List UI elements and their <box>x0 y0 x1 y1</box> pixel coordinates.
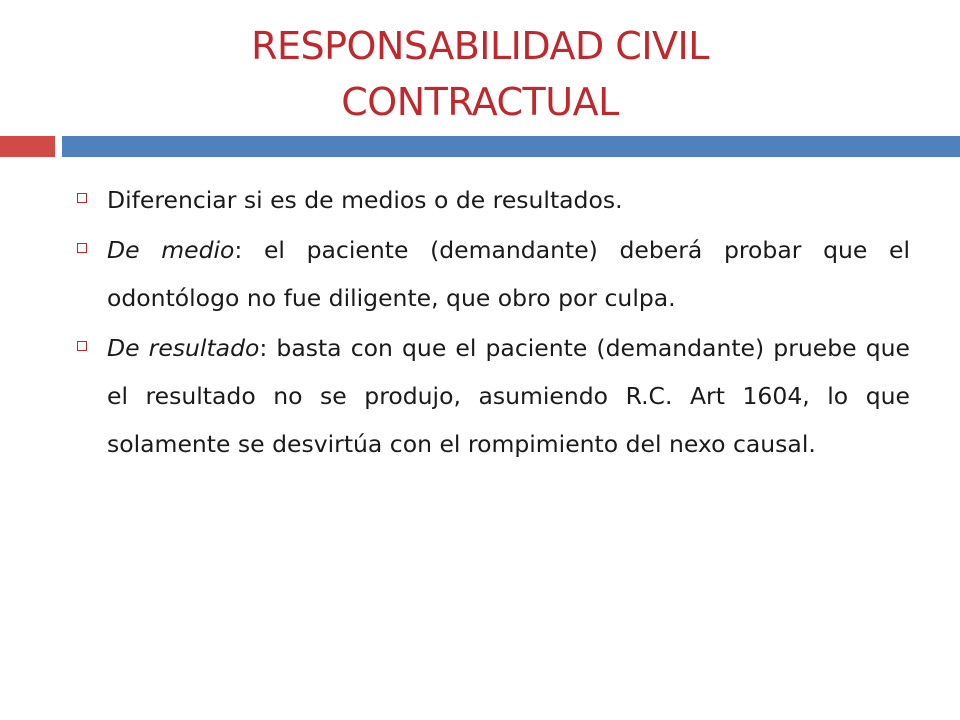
bullet-item-2 <box>0 226 910 322</box>
bullet-item-1 <box>0 176 910 224</box>
hollow-square-bullet-icon <box>77 243 87 253</box>
hollow-square-bullet-icon <box>77 193 87 203</box>
bullet-text: : el paciente (demandante) deberá probar que el odontólogo no fue diligente, que obro por culpa. <box>107 236 910 312</box>
slide-title <box>150 18 810 130</box>
hollow-square-bullet-icon <box>77 341 87 351</box>
bullet-item-3 <box>0 324 910 468</box>
bullet-text: : basta con que el paciente (demandante) pruebe que el resultado no se produjo, asumiendo R.C. Art 1604, lo que solamente se desvirtúa con el rompimiento del nexo causal. <box>107 334 910 458</box>
bullet-term: De medio <box>107 236 235 264</box>
slide-title-line-2: CONTRACTUAL <box>341 80 619 124</box>
slide-title-line-1: RESPONSABILIDAD CIVIL <box>251 24 709 68</box>
bullet-list <box>0 176 960 468</box>
accent-bar-left <box>0 136 55 157</box>
accent-bar-right <box>62 136 960 157</box>
bullet-text: Diferenciar si es de medios o de resultados. <box>107 186 623 214</box>
bullet-term: De resultado <box>107 334 260 362</box>
